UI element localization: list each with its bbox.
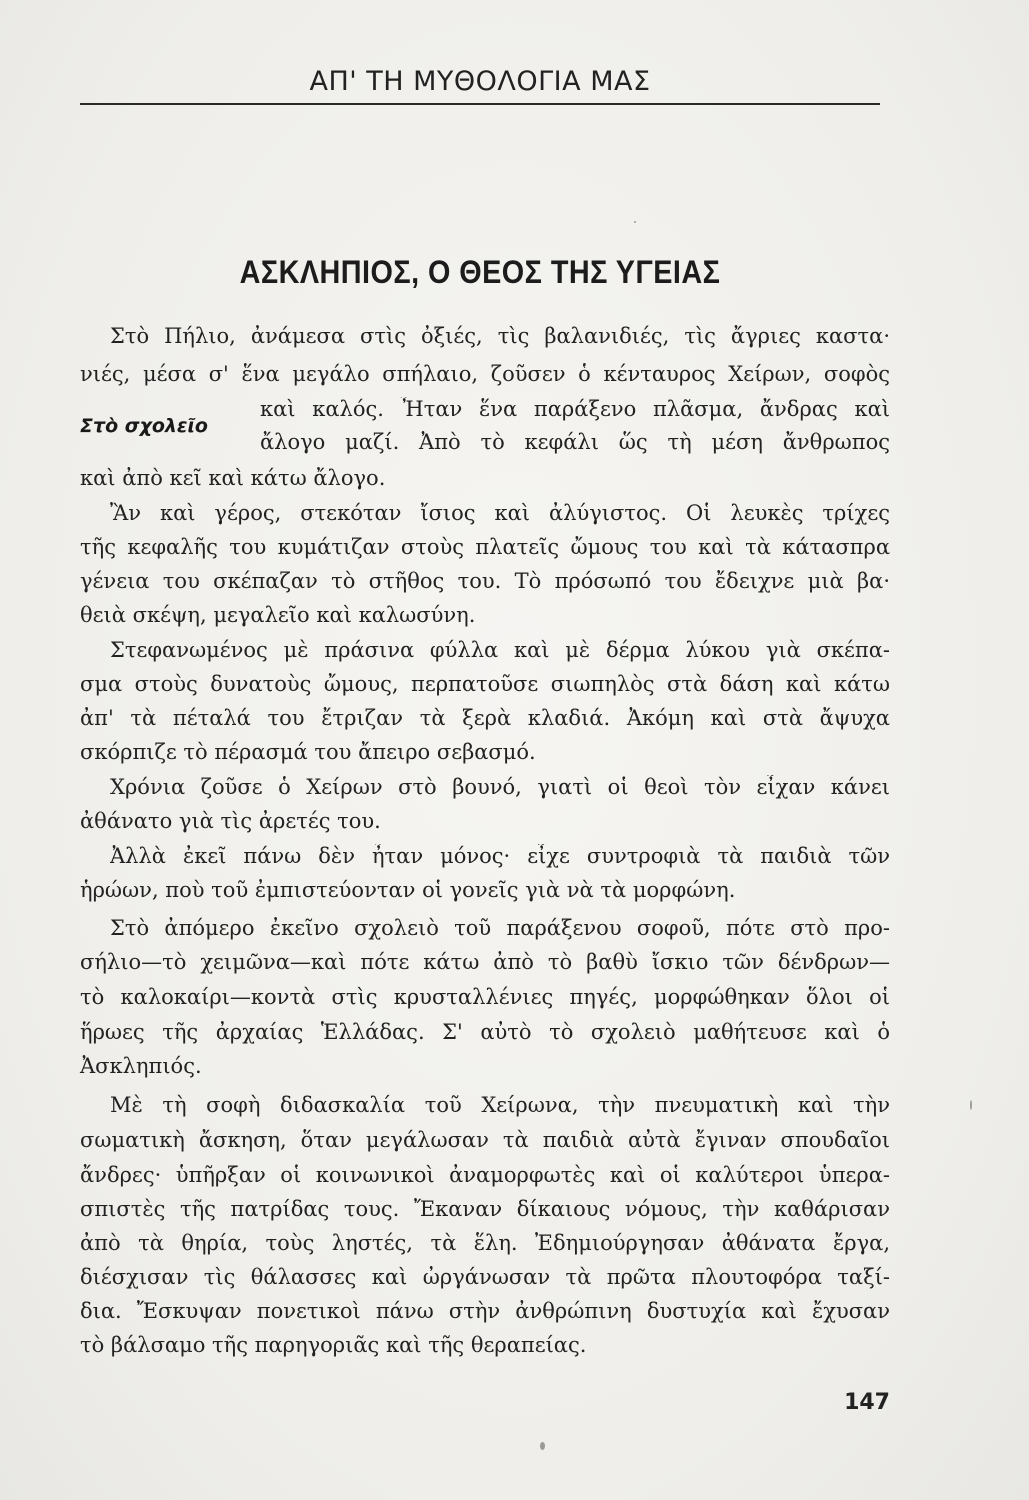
text-line: Στεφανωμένος μὲ πράσινα φύλλα καὶ μὲ δέρμα λύκου γιὰ σκέπα- (110, 638, 890, 662)
text-line: νιές, μέσα σ' ἕνα μεγάλο σπήλαιο, ζοῦσεν ὁ κένταυρος Χείρων, σοφὸς (80, 362, 890, 386)
side-heading: Στὸ σχολεῖο (80, 415, 208, 437)
text-line: ἀπὸ τὰ θηρία, τοὺς ληστές, τὰ ἕλη. Ἐδημιούργησαν ἀθάνατα ἔργα, (80, 1231, 890, 1255)
text-line: ἀθάνατο γιὰ τὶς ἀρετές του. (80, 809, 381, 833)
text-line: Ἀλλὰ ἐκεῖ πάνω δὲν ἦταν μόνος· εἶχε συντροφιὰ τὰ παιδιὰ τῶν (110, 844, 890, 868)
text-line: Στὸ Πήλιο, ἀνάμεσα στὶς ὀξιές, τὶς βαλανιδιές, τὶς ἄγριες καστα· (110, 324, 890, 348)
page-number: 147 (844, 1390, 890, 1415)
text-line: ἥρωες τῆς ἀρχαίας Ἑλλάδας. Σ' αὐτὸ τὸ σχολειὸ μαθήτευσε καὶ ὁ (80, 1020, 890, 1044)
text-line: καὶ καλός. Ἦταν ἕνα παράξενο πλᾶσμα, ἄνδρας καὶ (260, 397, 890, 421)
text-line: Στὸ ἀπόμερο ἐκεῖνο σχολειὸ τοῦ παράξενου σοφοῦ, πότε στὸ προ- (110, 916, 890, 940)
text-line: ἀπ' τὰ πέταλά του ἔτριζαν τὰ ξερὰ κλαδιά. Ἀκόμη καὶ στὰ ἄψυχα (80, 706, 890, 730)
running-head: ΑΠ' ΤΗ ΜΥΘΟΛΟΓΙΑ ΜΑΣ (309, 66, 651, 97)
text-line: σωματικὴ ἄσκηση, ὅταν μεγάλωσαν τὰ παιδιὰ αὐτὰ ἔγιναν σπουδαῖοι (80, 1128, 890, 1152)
text-line: γένεια του σκέπαζαν τὸ στῆθος του. Τὸ πρόσωπό του ἔδειχνε μιὰ βα· (80, 569, 890, 593)
header-rule (80, 103, 880, 105)
chapter-title: ΑΣΚΛΗΠΙΟΣ, Ο ΘΕΟΣ ΤΗΣ ΥΓΕΙΑΣ (239, 254, 721, 290)
text-line: σμα στοὺς δυνατοὺς ὤμους, περπατοῦσε σιωπηλὸς στὰ δάση καὶ κάτω (80, 672, 890, 696)
text-line: Ἂν καὶ γέρος, στεκόταν ἴσιος καὶ ἀλύγιστος. Οἱ λευκὲς τρίχες (110, 501, 890, 525)
paper-speck (970, 1100, 972, 1110)
text-line: ἄλογο μαζί. Ἀπὸ τὸ κεφάλι ὥς τὴ μέση ἄνθρωπος (260, 430, 890, 454)
paper-speck (634, 221, 636, 223)
text-line: Μὲ τὴ σοφὴ διδασκαλία τοῦ Χείρωνα, τὴν πνευματικὴ καὶ τὴν (110, 1093, 890, 1117)
text-line: θειὰ σκέψη, μεγαλεῖο καὶ καλωσύνη. (80, 603, 476, 627)
text-line: καὶ ἀπὸ κεῖ καὶ κάτω ἄλογο. (80, 466, 386, 490)
text-line: ἡρώων, ποὺ τοῦ ἐμπιστεύονταν οἱ γονεῖς γιὰ νὰ τὰ μορφώνη. (80, 878, 736, 902)
text-line: ἄνδρες· ὑπῆρξαν οἱ κοινωνικοὶ ἀναμορφωτὲς καὶ οἱ καλύτεροι ὑπερα- (80, 1163, 890, 1187)
text-line: τῆς κεφαλῆς του κυμάτιζαν στοὺς πλατεῖς ὤμους του καὶ τὰ κάτασπρα (80, 535, 890, 559)
text-line: σήλιο—τὸ χειμῶνα—καὶ πότε κάτω ἀπὸ τὸ βαθὺ ἴσκιο τῶν δένδρων— (80, 950, 890, 974)
text-line: διέσχισαν τὶς θάλασσες καὶ ὠργάνωσαν τὰ πρῶτα πλουτοφόρα ταξί- (80, 1265, 890, 1289)
paper-speck (540, 1442, 545, 1450)
text-line: Χρόνια ζοῦσε ὁ Χείρων στὸ βουνό, γιατὶ οἱ θεοὶ τὸν εἶχαν κάνει (110, 775, 890, 799)
text-line: σκόρπιζε τὸ πέρασμά του ἄπειρο σεβασμό. (80, 740, 536, 764)
text-line: τὸ βάλσαμο τῆς παρηγοριᾶς καὶ τῆς θεραπείας. (80, 1333, 587, 1357)
text-line: δια. Ἔσκυψαν πονετικοὶ πάνω στὴν ἀνθρώπινη δυστυχία καὶ ἔχυσαν (80, 1299, 890, 1323)
text-line: σπιστὲς τῆς πατρίδας τους. Ἔκαναν δίκαιους νόμους, τὴν καθάρισαν (80, 1197, 890, 1221)
text-line: τὸ καλοκαίρι—κοντὰ στὶς κρυσταλλένιες πηγές, μορφώθηκαν ὅλοι οἱ (80, 985, 890, 1009)
text-line: Ἀσκληπιός. (80, 1054, 202, 1078)
